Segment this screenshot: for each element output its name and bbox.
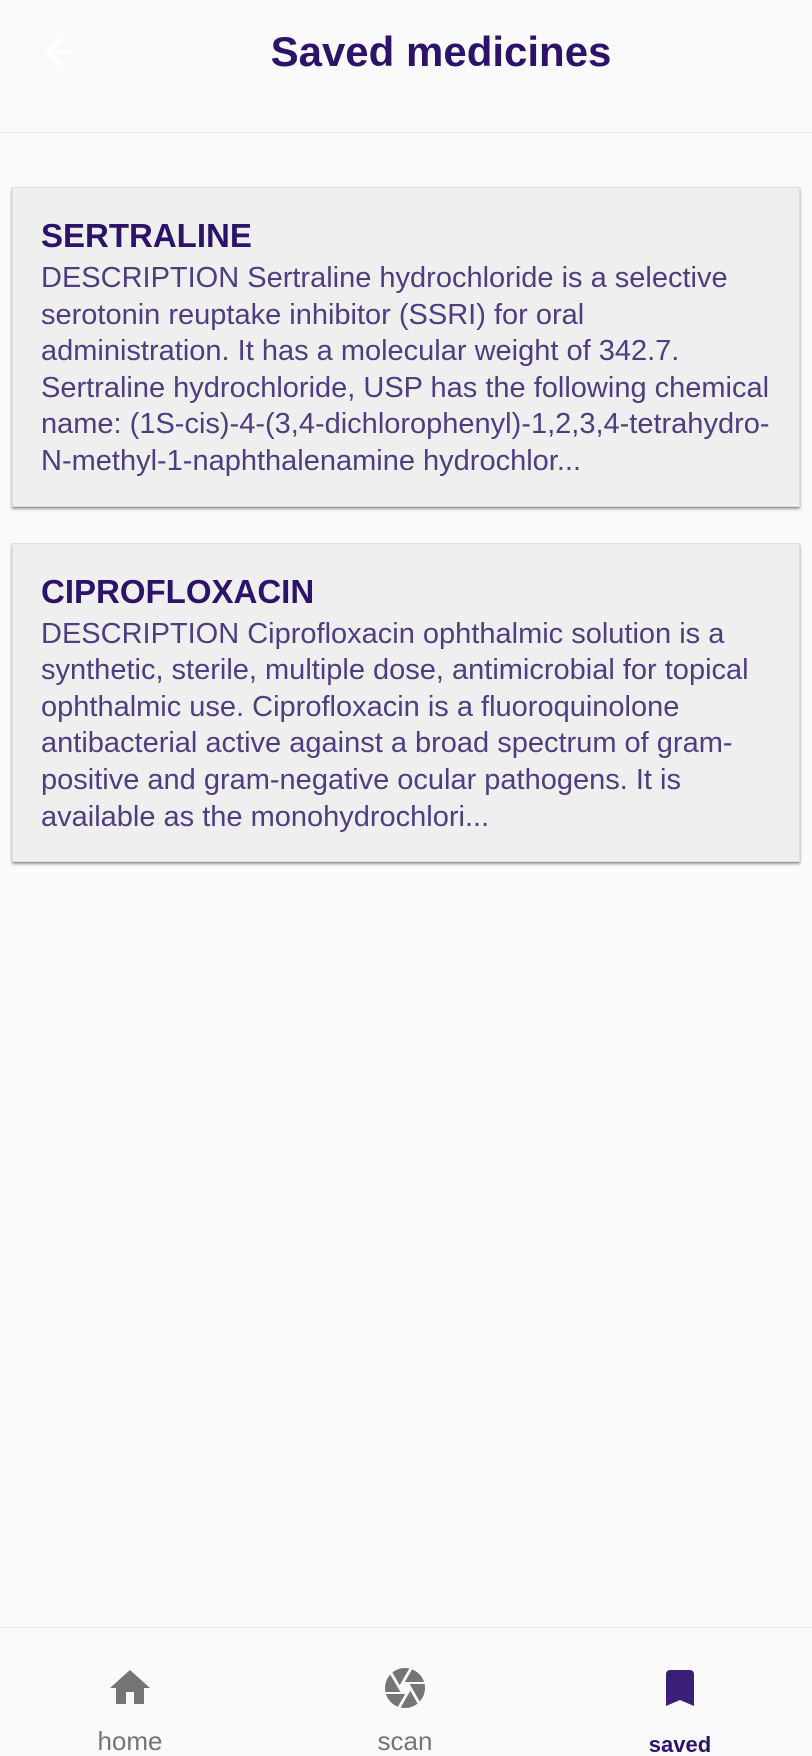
bookmark-icon	[656, 1664, 704, 1712]
nav-item-home[interactable]	[30, 1628, 230, 1756]
app-bar	[0, 0, 812, 133]
medicine-card[interactable]	[12, 543, 800, 863]
nav-item-scan[interactable]	[305, 1628, 505, 1756]
medicine-card[interactable]	[12, 187, 800, 507]
medicine-description: DESCRIPTION Sertraline hydrochloride is a selective serotonin reuptake inhibitor (SSRI) for oral administration. It has a molecular weight of 342.7. Sertraline hydrochloride, USP has the following chemical name: (1S-cis)-4-(3,4-dichlorophenyl)-1,2,3,4-tetrahydro-N-methyl-1-naphthalenamine hydrochlor...	[41, 262, 770, 477]
home-icon	[106, 1664, 154, 1712]
medicine-name: SERTRALINE	[41, 217, 252, 254]
saved-medicine-list	[12, 187, 800, 898]
page-title: Saved medicines	[270, 28, 612, 75]
nav-label-home: home	[97, 1726, 163, 1756]
medicine-name: CIPROFLOXACIN	[41, 572, 315, 610]
nav-label-saved: saved	[648, 1732, 712, 1756]
bottom-navigation	[0, 1627, 812, 1756]
camera-shutter-icon	[381, 1664, 429, 1712]
nav-label-scan: scan	[377, 1726, 433, 1756]
nav-item-saved[interactable]	[580, 1628, 780, 1756]
medicine-description: DESCRIPTION Ciprofloxacin ophthalmic solution is a synthetic, sterile, multiple dose, antimicrobial for topical ophthalmic use. Ciprofloxacin is a fluoroquinolone antibacterial active against a broad spectrum of gram-positive and gram-negative ocular pathogens. It is available as the monohydrochlori...	[41, 617, 749, 833]
